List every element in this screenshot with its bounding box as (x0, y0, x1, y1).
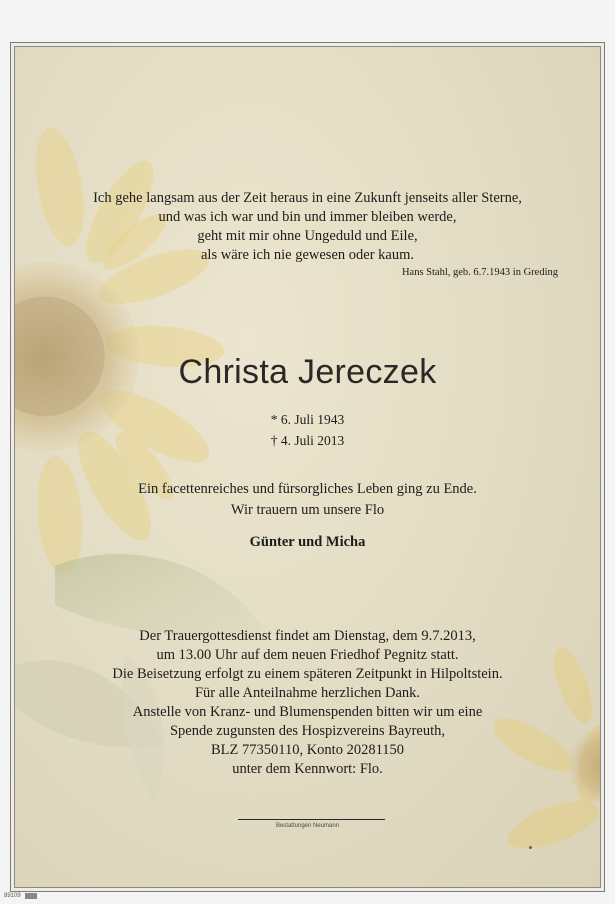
signature-divider (238, 819, 385, 820)
print-footer (4, 893, 37, 899)
mourning-line: Wir trauern um unsere Flo (230, 502, 385, 518)
service-line: Spende zugunsten des Hospizvereins Bayreuth, (169, 723, 446, 739)
service-line: BLZ 77350110, Konto 20281150 (210, 742, 405, 758)
service-info (15, 627, 600, 779)
service-line: Die Beisetzung erfolgt zu einem späteren Zeitpunkt in Hilpoltstein. (112, 666, 503, 682)
undertaker-name: Bestattungen Neumann (275, 823, 340, 829)
footer-code: 89109 (4, 893, 21, 899)
card-frame (10, 42, 605, 892)
poem (15, 189, 600, 265)
poem-line: Ich gehe langsam aus der Zeit heraus in eine Zukunft jenseits aller Sterne, (93, 190, 522, 206)
birth-date: * 6. Juli 1943 (270, 412, 345, 427)
mourning-line: Ein facettenreiches und fürsorgliches Leben ging zu Ende. (138, 481, 477, 497)
life-dates (15, 409, 600, 451)
card-inner (14, 46, 601, 888)
decor-dot (529, 846, 532, 849)
service-line: unter dem Kennwort: Flo. (232, 761, 383, 777)
death-date: † 4. Juli 2013 (270, 433, 345, 448)
family-signature: Günter und Micha (249, 534, 366, 550)
deceased-name: Christa Jereczek (178, 353, 437, 391)
printer-logo-icon (25, 893, 37, 899)
poem-line: als wäre ich nie gewesen oder kaum. (201, 247, 414, 263)
service-line: Der Trauergottesdienst findet am Dienstag, dem 9.7.2013, (139, 628, 476, 644)
mourning-text (15, 479, 600, 521)
service-line: Anstelle von Kranz- und Blumenspenden bitten wir um eine (132, 704, 483, 720)
service-line: um 13.00 Uhr auf dem neuen Friedhof Pegnitz statt. (156, 647, 459, 663)
poem-line: und was ich war und bin und immer bleiben werde, (158, 209, 457, 225)
poem-line: geht mit mir ohne Ungeduld und Eile, (197, 228, 418, 244)
poem-attribution: Hans Stahl, geb. 6.7.1943 in Greding (401, 267, 558, 278)
service-line: Für alle Anteilnahme herzlichen Dank. (194, 685, 421, 701)
